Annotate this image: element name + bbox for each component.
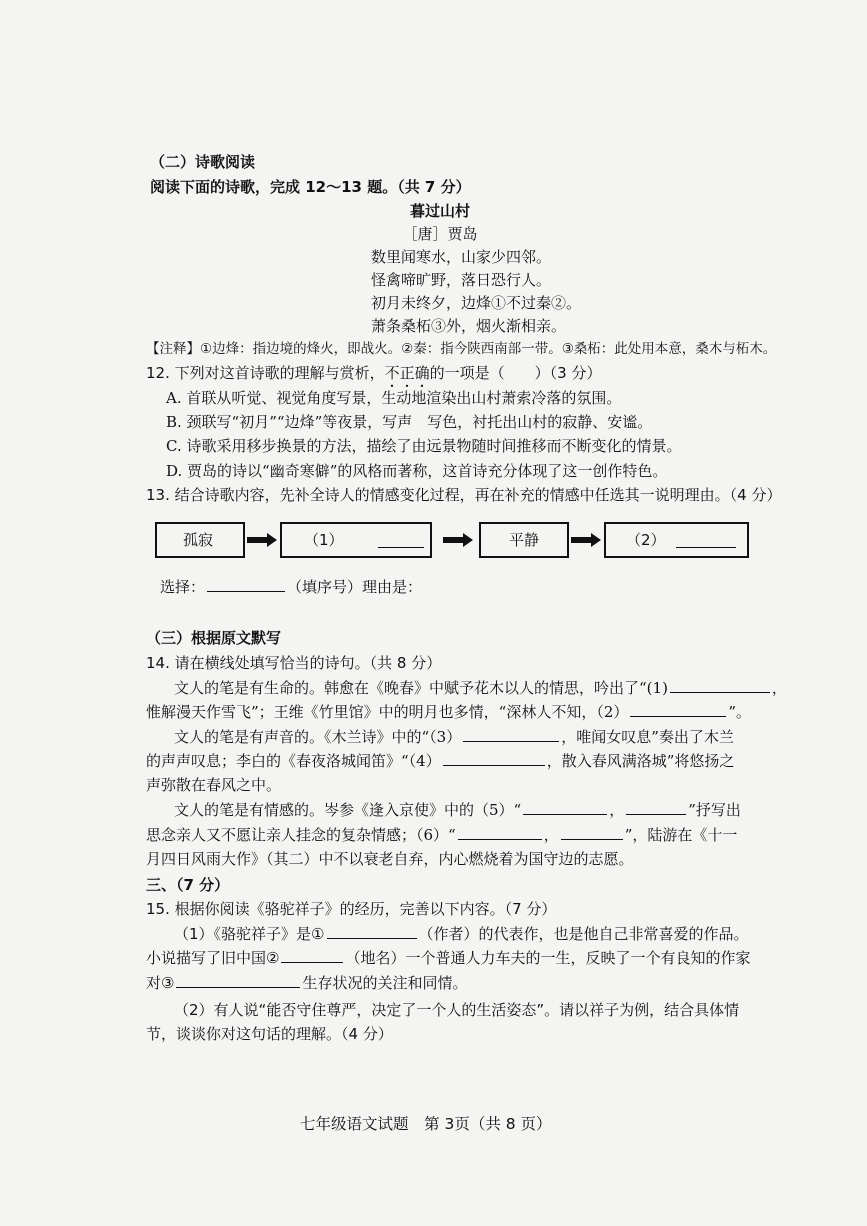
text-span: ，散入春风满洛城”将悠扬之 (546, 752, 735, 770)
answer-blank[interactable] (561, 825, 623, 840)
text-span: ”抒写出 (688, 801, 741, 819)
poem-note: 【注释】①边烽：指边境的烽火，即战火。②秦：指今陕西南部一带。③桑柘：此处用本意，桑木与柘木。 (146, 341, 777, 357)
text-span: ， (609, 801, 625, 819)
text-span: ， (543, 826, 559, 844)
answer-blank[interactable] (443, 751, 545, 766)
dictation-p1-line2 (146, 702, 751, 722)
answer-blank[interactable] (327, 924, 417, 939)
poem-line: 数里闻寒水，山家少四邻。 (371, 248, 552, 266)
answer-blank[interactable] (523, 800, 607, 815)
choose-label: 选择： (160, 578, 206, 596)
text-span: 的声声叹息；李白的《春夜洛城闻笛》“（4） (146, 752, 441, 770)
answer-blank[interactable] (670, 678, 770, 693)
question-13: 13. 结合诗歌内容，先补全诗人的情感变化过程，再在补充的情感中任选其一说明理由。（4 分） (146, 486, 782, 504)
text-span: 文人的笔是有声音的。《木兰诗》中的“（3） (174, 728, 462, 746)
choose-line (160, 577, 422, 597)
option-d: D. 贾岛的诗以“幽奇寒僻”的风格而著称，这首诗充分体现了这一创作特色。 (166, 462, 668, 480)
novel-p1-line1 (174, 924, 749, 944)
text-span: 生存状况的关注和同情。 (302, 974, 468, 992)
novel-p1-line2 (146, 948, 750, 968)
text-span: 小说描写了旧中国② (146, 949, 280, 967)
footer-title: 七年级语文试题 (300, 1115, 409, 1133)
page-footer (300, 1114, 552, 1134)
dictation-p3-line3: 月四日风雨大作》（其二）中不以衰老自弃，内心燃烧着为国守边的志愿。 (146, 850, 634, 868)
poem-line: 怪禽啼旷野，落日恐行人。 (371, 271, 552, 289)
answer-blank[interactable] (676, 533, 736, 548)
section-heading-dictation: （三）根据原文默写 (146, 629, 282, 647)
flow-box-calm (479, 522, 569, 558)
question-12-text: 12. 下列对这首诗歌的理解与赏析， (146, 364, 385, 382)
answer-blank[interactable] (176, 973, 300, 988)
option-a: A. 首联从听觉、视觉角度写景，生动地渲染出山村萧索冷落的氛围。 (166, 389, 622, 407)
text-span: ”。 (728, 703, 752, 721)
dictation-p3-line1 (174, 800, 741, 820)
poem-line: 初月未终夕，边烽①不过秦②。 (371, 294, 582, 312)
section-heading-poetry: （二）诗歌阅读 (150, 153, 256, 171)
flow-label: 孤寂 (183, 531, 214, 549)
answer-blank[interactable] (626, 800, 686, 815)
text-span: 对③ (146, 974, 175, 992)
flow-box-blank-2[interactable] (604, 522, 749, 558)
dictation-p2-line1 (174, 727, 734, 747)
poem-line: 萧条桑柘③外，烟火渐相亲。 (371, 317, 567, 335)
choose-hint: （填序号）理由是： (287, 578, 423, 596)
text-span: ，唯闻女叹息”奏出了木兰 (561, 728, 734, 746)
dictation-p2-line3: 声弥散在春风之中。 (146, 776, 282, 794)
dictation-p3-line2 (146, 825, 737, 845)
flow-label: （2） (626, 531, 666, 549)
text-span: ， (771, 679, 787, 697)
answer-blank[interactable] (281, 948, 343, 963)
arrow-right-icon (247, 533, 277, 547)
arrow-right-icon (443, 533, 473, 547)
answer-blank[interactable] (463, 727, 559, 742)
text-span: 惟解漫天作雪飞”；王维《竹里馆》中的明月也多情，“深林人不知，（2） (146, 703, 629, 721)
novel-p1-line3 (146, 973, 467, 993)
answer-blank[interactable] (378, 533, 424, 548)
text-span: 思念亲人又不愿让亲人挂念的复杂情感；（6）“ (146, 826, 456, 844)
dictation-p2-line2 (146, 751, 734, 771)
answer-blank[interactable] (458, 825, 542, 840)
section-heading-novel: 三、（7 分） (146, 876, 230, 894)
question-14: 14. 请在横线处填写恰当的诗句。（共 8 分） (146, 654, 442, 672)
novel-p2-line2: 节，谈谈你对这句话的理解。（4 分） (146, 1025, 393, 1043)
question-12 (146, 363, 601, 391)
text-span: （地名）一个普通人力车夫的一生，反映了一个有良知的作家 (345, 949, 751, 967)
text-span: （1）《骆驼祥子》是① (174, 925, 325, 943)
poem-title: 暮过山村 (409, 202, 470, 220)
dictation-p1-line1 (174, 678, 787, 698)
option-c: C. 诗歌采用移步换景的方法，描绘了由远景物随时间推移而不断变化的情景。 (166, 437, 682, 455)
text-span: ”，陆游在《十一 (624, 826, 738, 844)
answer-blank[interactable] (630, 702, 726, 717)
question-12-tail: 的一项是（ ）（3 分） (429, 364, 602, 382)
flow-box-lonely (155, 522, 245, 558)
flow-label: （1） (304, 531, 344, 549)
question-12-emphasis: 不正确 (384, 364, 430, 382)
flow-label: 平静 (509, 531, 540, 549)
novel-p2-line1: （2）有人说“能否守住尊严，决定了一个人的生活姿态”。请以祥子为例，结合具体情 (174, 1001, 740, 1019)
option-b: B. 颈联写“初月”“边烽”等夜景，写声 写色，衬托出山村的寂静、安谧。 (166, 413, 653, 431)
choice-blank[interactable] (207, 577, 285, 592)
poem-author: ［唐］贾岛 (402, 225, 478, 243)
footer-page: 第 3页（共 8 页） (424, 1115, 552, 1133)
text-span: （作者）的代表作，也是他自己非常喜爱的作品。 (418, 925, 749, 943)
flow-box-blank-1[interactable] (280, 522, 432, 558)
poetry-intro: 阅读下面的诗歌，完成 12～13 题。（共 7 分） (150, 178, 471, 196)
text-span: 文人的笔是有情感的。岑参《逢入京使》中的（5）“ (174, 801, 522, 819)
question-15: 15. 根据你阅读《骆驼祥子》的经历，完善以下内容。（7 分） (146, 900, 557, 918)
arrow-right-icon (571, 533, 601, 547)
text-span: 文人的笔是有生命的。韩愈在《晚春》中赋予花木以人的情思，吟出了“(1) (174, 679, 668, 697)
